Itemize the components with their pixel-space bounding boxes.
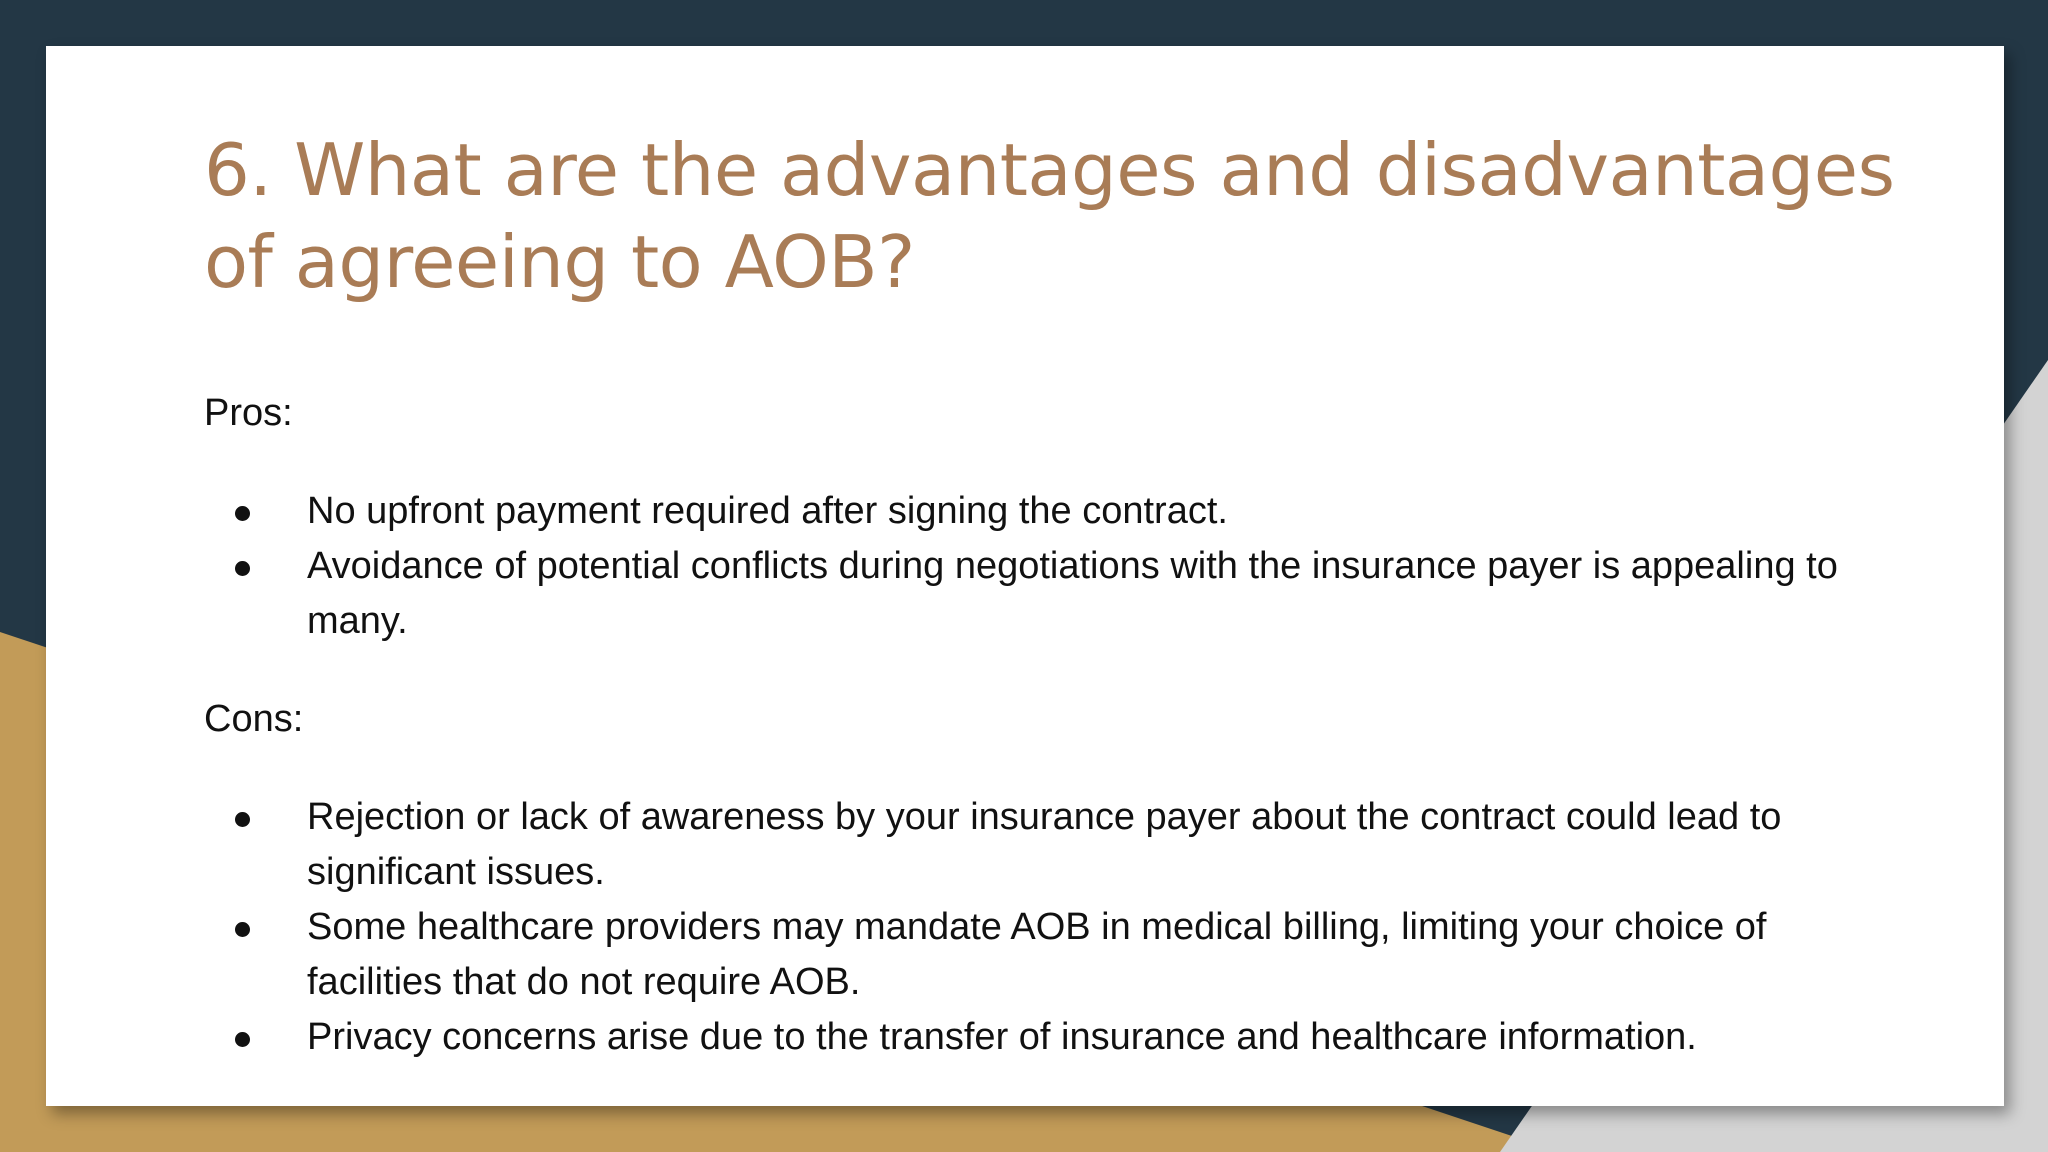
slide-body: [204, 386, 1904, 1065]
slide: [46, 46, 2004, 1106]
list-item: [204, 900, 1904, 1010]
slide-title: 6. What are the advantages and disadvantages of agreeing to AOB?: [204, 128, 1895, 304]
list-item-text: Rejection or lack of awareness by your insurance payer about the contract could lead to significant issues.: [307, 796, 1782, 893]
cons-list: [204, 790, 1904, 1065]
bullet-icon: [235, 1032, 250, 1047]
pros-label: Pros:: [204, 392, 293, 434]
list-item-text: No upfront payment required after signing the contract.: [307, 490, 1228, 532]
bullet-icon: [235, 922, 250, 937]
list-item: [204, 1010, 1904, 1065]
list-item: [204, 539, 1904, 649]
list-item: [204, 484, 1904, 539]
bullet-icon: [235, 561, 250, 576]
list-item-text: Some healthcare providers may mandate AOB in medical billing, limiting your choice of facilities that do not require AOB.: [307, 906, 1767, 1003]
list-item: [204, 790, 1904, 900]
bullet-icon: [235, 506, 250, 521]
list-item-text: Avoidance of potential conflicts during negotiations with the insurance payer is appealing to many.: [307, 545, 1838, 642]
list-item-text: Privacy concerns arise due to the transfer of insurance and healthcare information.: [307, 1016, 1697, 1058]
cons-label: Cons:: [204, 698, 304, 740]
pros-list: [204, 484, 1904, 649]
bullet-icon: [235, 812, 250, 827]
